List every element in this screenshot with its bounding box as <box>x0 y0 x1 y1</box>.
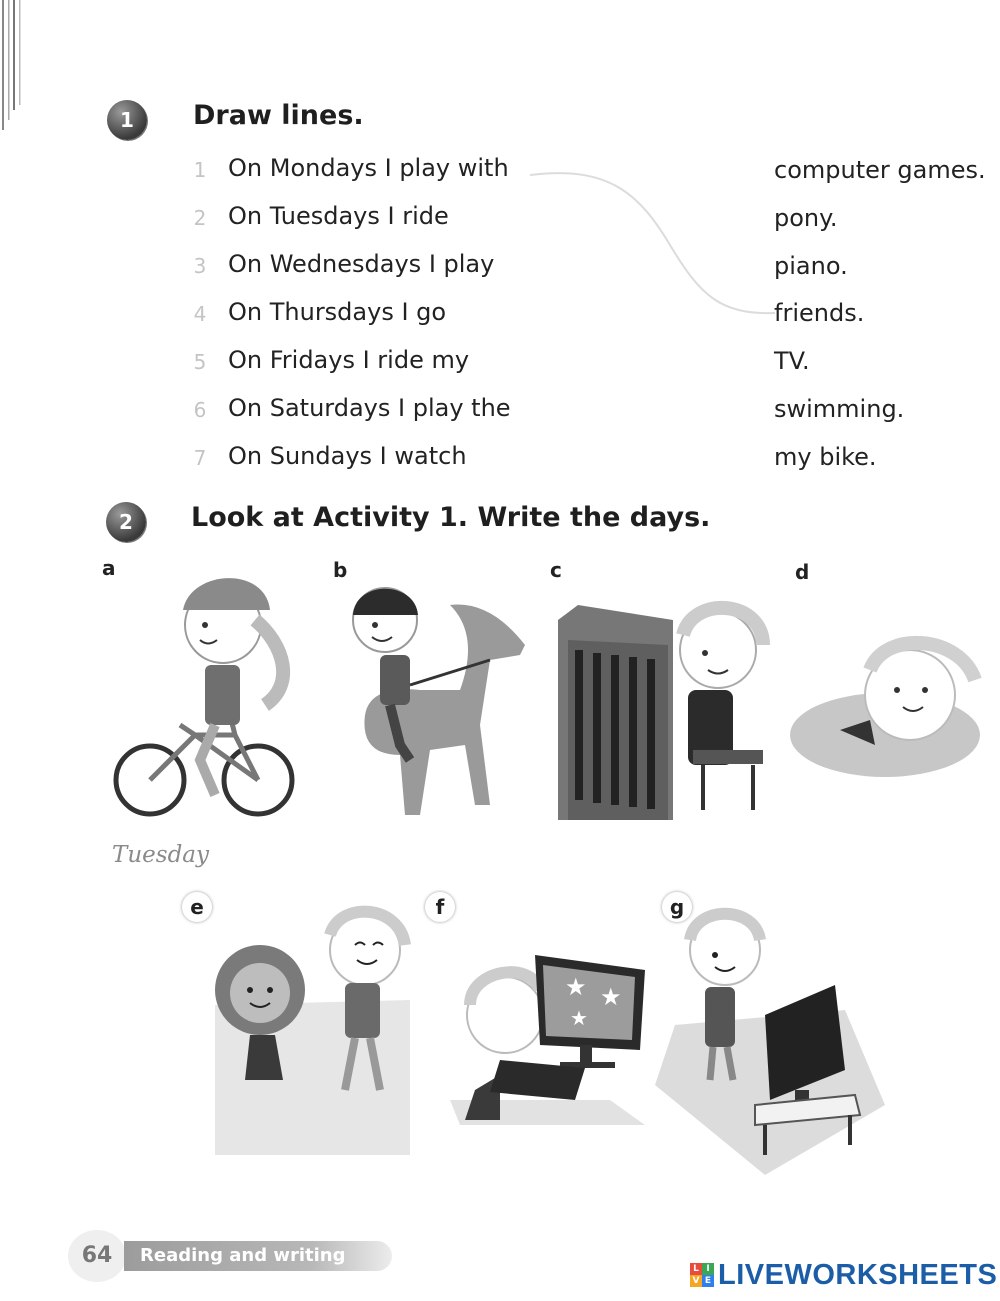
bike-rider-illustration <box>105 565 300 820</box>
activity-1-heading: Draw lines. <box>193 100 364 131</box>
activity-1-badge: 1 <box>107 100 147 140</box>
binding-strip <box>0 0 26 130</box>
watching-tv-illustration <box>655 905 890 1180</box>
sentence-ending[interactable]: computer games. <box>774 156 986 184</box>
pony-rider-illustration <box>340 575 535 835</box>
computer-games-illustration <box>440 950 655 1125</box>
picture-label-d: d <box>795 560 810 584</box>
picture-label-b: b <box>333 558 348 582</box>
svg-text:★: ★ <box>570 1006 588 1030</box>
sentence-ending[interactable]: my bike. <box>774 443 877 471</box>
piano-player-illustration <box>553 595 778 830</box>
picture-label-e: e <box>182 892 212 922</box>
brand-name: LIVEWORKSHEETS <box>718 1258 998 1291</box>
sentence-ending[interactable]: piano. <box>774 252 848 280</box>
picture-label-f: f <box>425 892 455 922</box>
activity-2-badge: 2 <box>106 502 146 542</box>
sentence-ending[interactable]: TV. <box>774 347 810 375</box>
sentence-start: On Thursdays I go <box>228 298 447 326</box>
section-title: Reading and writing skills <box>124 1241 392 1271</box>
activity-2-heading: Look at Activity 1. Write the days. <box>191 502 711 533</box>
svg-text:★: ★ <box>565 973 587 1001</box>
item-number: 1 <box>193 158 207 182</box>
svg-text:★: ★ <box>600 983 622 1011</box>
picture-label-g: g <box>662 892 692 922</box>
friends-playing-illustration <box>205 905 420 1160</box>
picture-label-c: c <box>550 558 562 582</box>
example-answer: Tuesday <box>112 842 209 868</box>
item-number: 4 <box>193 302 207 326</box>
sentence-ending[interactable]: pony. <box>774 204 838 232</box>
brand-mark-icon: L I V E <box>690 1263 714 1287</box>
sentence-ending[interactable]: swimming. <box>774 395 905 423</box>
liveworksheets-logo[interactable] <box>690 1257 997 1293</box>
sentence-start: On Sundays I watch <box>228 442 467 470</box>
picture-label-a: a <box>102 556 116 580</box>
item-number: 3 <box>193 254 207 278</box>
item-number: 7 <box>193 446 207 470</box>
sentence-start: On Tuesdays I ride <box>228 202 449 230</box>
sentence-start: On Saturdays I play the <box>228 394 511 422</box>
sentence-start: On Fridays I ride my <box>228 346 470 374</box>
swimmer-illustration <box>785 635 995 785</box>
item-number: 6 <box>193 398 207 422</box>
example-connecting-line <box>520 165 780 325</box>
sentence-start: On Wednesdays I play <box>228 250 495 278</box>
sentence-start: On Mondays I play with <box>228 154 509 182</box>
item-number: 2 <box>193 206 207 230</box>
item-number: 5 <box>193 350 207 374</box>
sentence-ending[interactable]: friends. <box>774 299 865 327</box>
page-number: 64 <box>68 1230 126 1282</box>
